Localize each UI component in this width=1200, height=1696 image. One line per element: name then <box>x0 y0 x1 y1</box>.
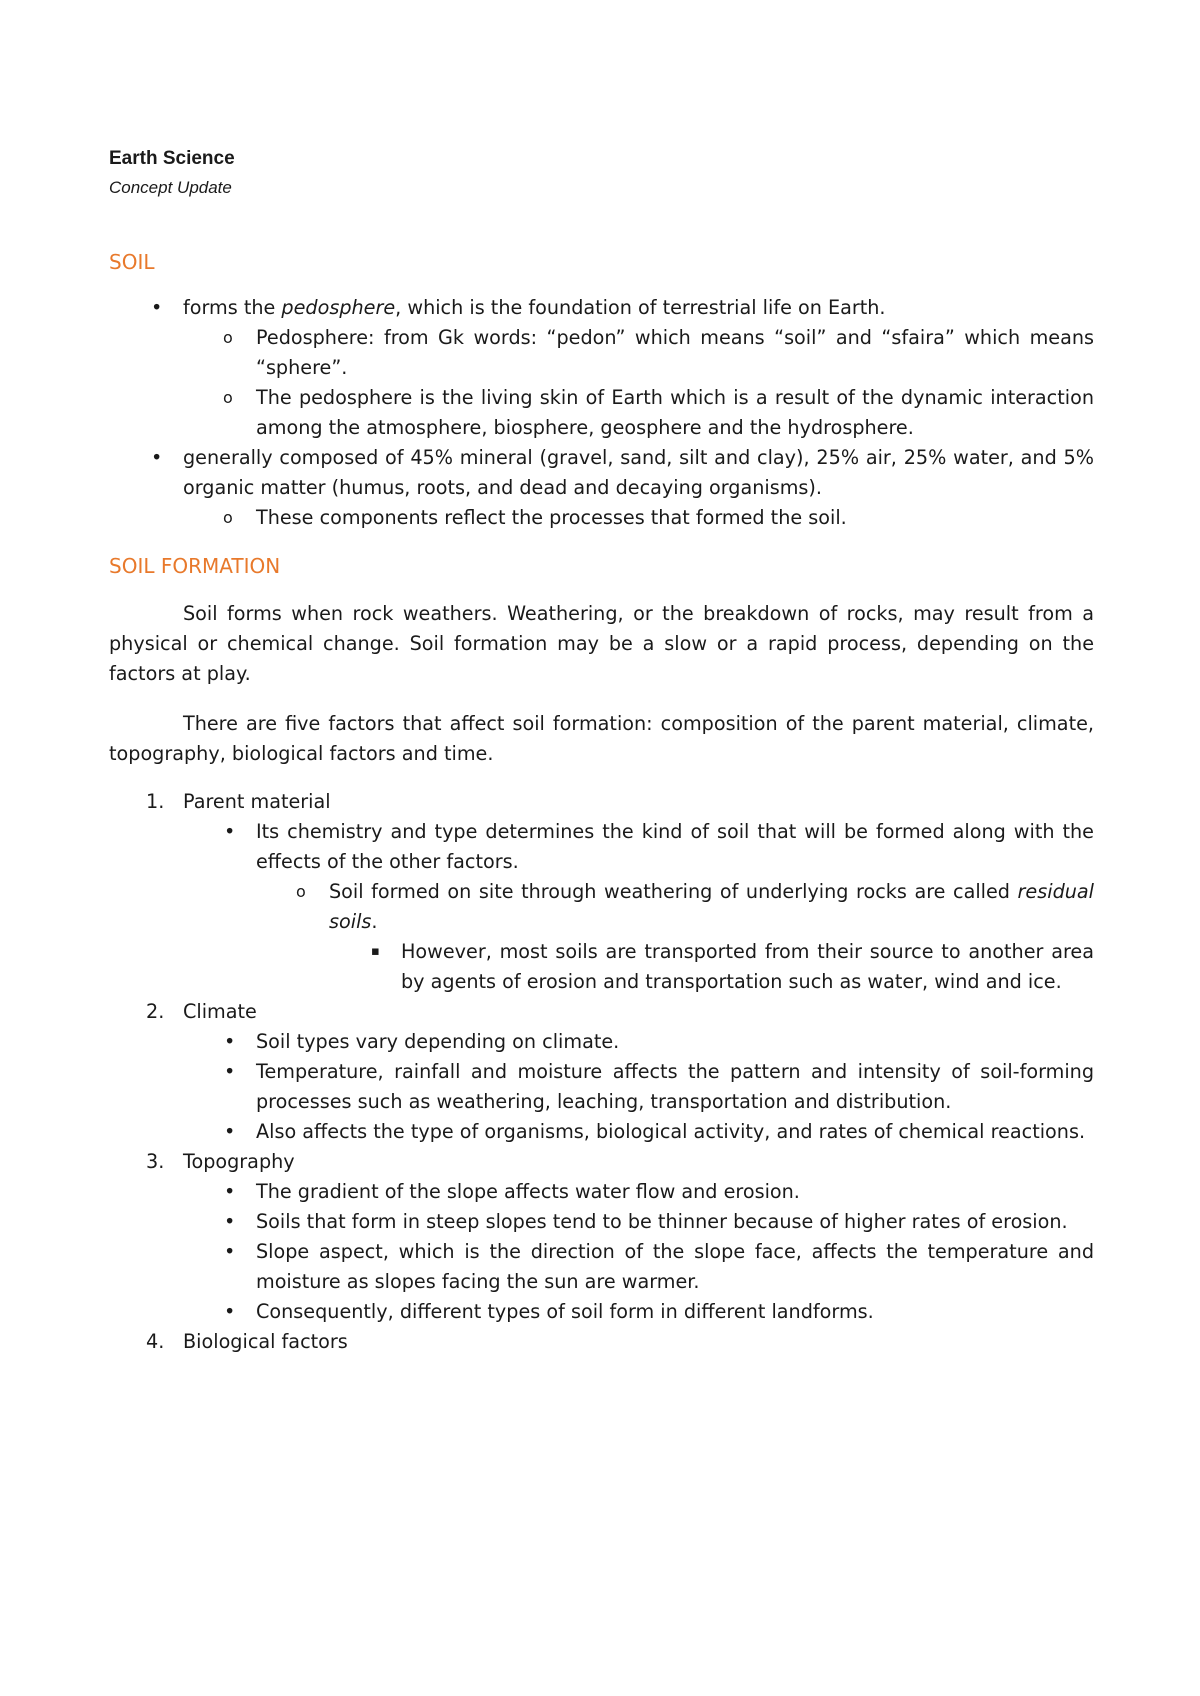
list-number: 2. <box>146 1000 165 1023</box>
list-item: • forms the pedosphere, which is the foundation of terrestrial life on Earth. <box>109 293 1094 323</box>
list-item: o Pedosphere: from Gk words: “pedon” which means “soil” and “sfaira” which means “sphere”. <box>109 323 1094 383</box>
list-number: 1. <box>146 790 165 813</box>
paragraph: Soil forms when rock weathers. Weathering, or the breakdown of rocks, may result from a physical or chemical change. Soil formation may be a slow or a rapid process, depending on the factors at play. <box>109 602 1094 685</box>
section-heading-soil: SOIL <box>109 250 155 274</box>
list-item: • Soil types vary depending on climate. <box>109 1027 1094 1057</box>
list-item: • Also affects the type of organisms, biological activity, and rates of chemical reactions. <box>109 1117 1094 1147</box>
term-residual-soils: residual soils <box>329 880 1094 933</box>
list-item: • Soils that form in steep slopes tend to be thinner because of higher rates of erosion. <box>109 1207 1094 1237</box>
soil-list <box>109 293 1094 533</box>
list-item: ▪ However, most soils are transported from their source to another area by agents of erosion and transportation such as water, wind and ice. <box>109 937 1094 997</box>
list-item: • Consequently, different types of soil form in different landforms. <box>109 1297 1094 1327</box>
document-subtitle: Concept Update <box>109 178 232 197</box>
list-item: o These components reflect the processes that formed the soil. <box>109 503 1094 533</box>
list-item: • The gradient of the slope affects water flow and erosion. <box>109 1177 1094 1207</box>
term-pedosphere: pedosphere <box>281 296 396 319</box>
document-title: Earth Science <box>109 148 235 169</box>
factor-heading-climate: 2. Climate <box>109 997 1094 1027</box>
section-heading-soil-formation: SOIL FORMATION <box>109 554 281 578</box>
list-number: 3. <box>146 1150 165 1173</box>
factor-heading-topography: 3. Topography <box>109 1147 1094 1177</box>
list-item: • Its chemistry and type determines the kind of soil that will be formed along with the effects of the other factors. <box>109 817 1094 877</box>
list-number: 4. <box>146 1330 165 1353</box>
list-item: o Soil formed on site through weathering of underlying rocks are called residual soils. <box>109 877 1094 937</box>
list-item: o The pedosphere is the living skin of Earth which is a result of the dynamic interaction among the atmosphere, biosphere, geosphere and the hydrosphere. <box>109 383 1094 443</box>
paragraph: There are five factors that affect soil formation: composition of the parent material, climate, topography, biological factors and time. <box>109 712 1094 765</box>
factor-heading-parent-material: 1. Parent material <box>109 787 1094 817</box>
factors-list <box>109 787 1094 1357</box>
list-item: • generally composed of 45% mineral (gravel, sand, silt and clay), 25% air, 25% water, and 5% organic matter (humus, roots, and dead and decaying organisms). <box>109 443 1094 503</box>
list-item: • Slope aspect, which is the direction of the slope face, affects the temperature and moisture as slopes facing the sun are warmer. <box>109 1237 1094 1297</box>
factor-heading-biological-factors: 4. Biological factors <box>109 1327 1094 1357</box>
list-item: • Temperature, rainfall and moisture affects the pattern and intensity of soil-forming processes such as weathering, leaching, transportation and distribution. <box>109 1057 1094 1117</box>
